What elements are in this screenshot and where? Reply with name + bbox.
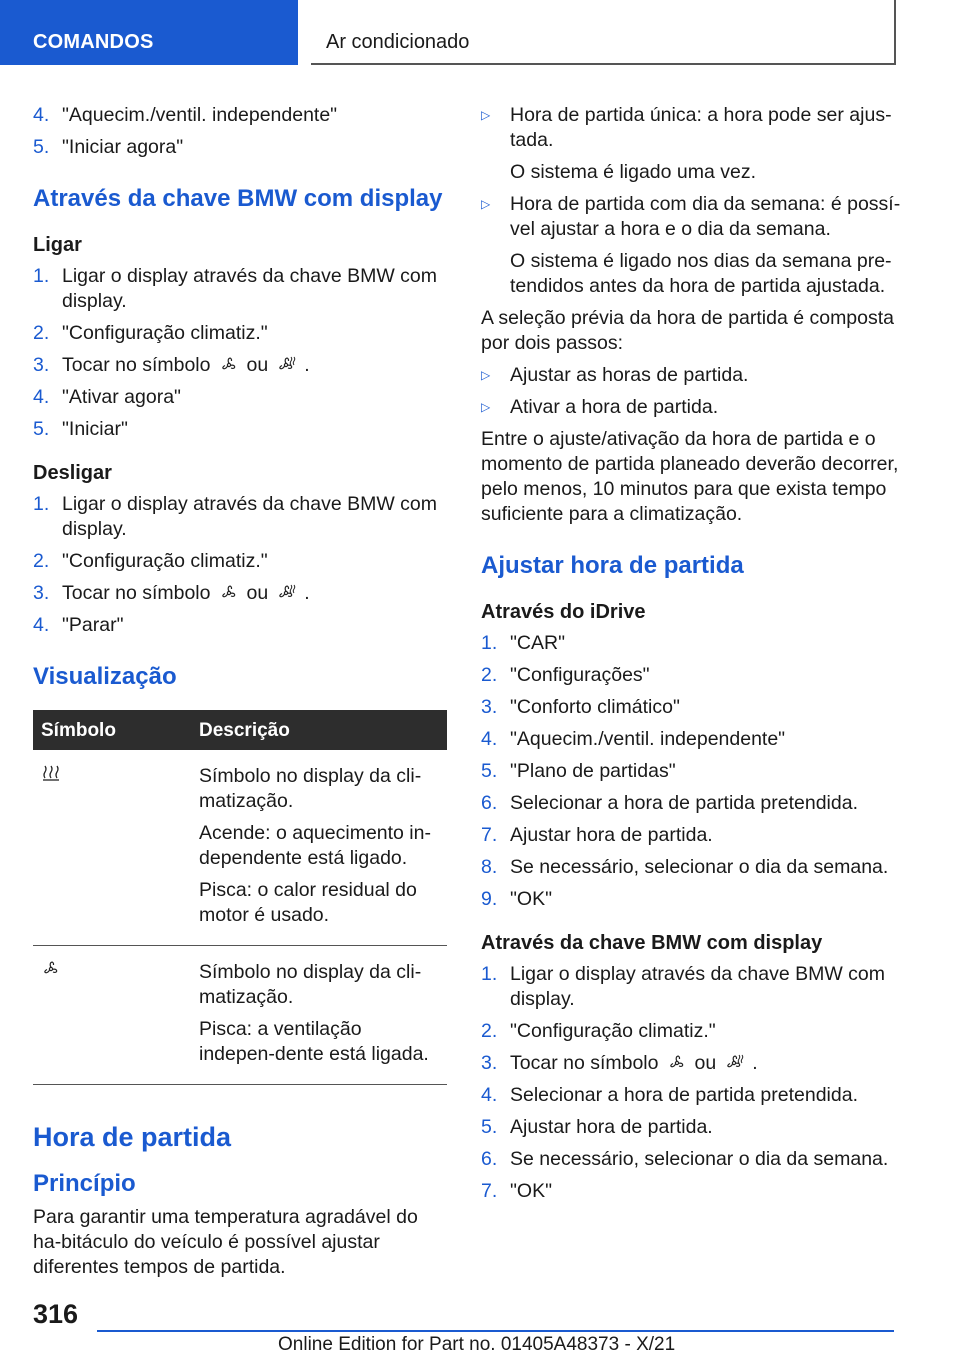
list-item: 5. "Plano de partidas" bbox=[481, 760, 676, 782]
heading-key-display: Através da chave BMW com display bbox=[33, 185, 443, 212]
bullet-item: ▷ Hora de partida única: a hora pode ser ajus-tada. bbox=[481, 104, 892, 151]
subheading-desligar: Desligar bbox=[33, 462, 112, 484]
list-item: 4. "Aquecim./ventil. independente" bbox=[481, 728, 786, 750]
list-item: 6. Se necessário, selecionar o dia da semana. bbox=[481, 1148, 889, 1170]
fan-icon bbox=[219, 584, 239, 602]
heading-hora-partida: Hora de partida bbox=[33, 1122, 232, 1152]
fan-heat-icon bbox=[276, 584, 296, 602]
fan-icon bbox=[219, 356, 239, 374]
table-header: Símbolo bbox=[33, 710, 191, 750]
table-header: Descrição bbox=[191, 710, 447, 750]
list-item: 4. "Aquecim./ventil. independente" bbox=[33, 104, 338, 126]
paragraph: A seleção prévia da hora de partida é composta por dois passos: bbox=[481, 307, 895, 354]
bullet-item: ▷ Hora de partida com dia da semana: é possí-vel ajustar a hora e o dia da semana. bbox=[481, 193, 901, 240]
bullet-subtext: O sistema é ligado uma vez. bbox=[510, 161, 757, 183]
list-item: 1. Ligar o display através da chave BMW com display. bbox=[481, 963, 885, 1010]
left-column bbox=[33, 103, 447, 1287]
list-item: 2. "Configuração climatiz." bbox=[33, 322, 268, 344]
list-item: 2. "Configuração climatiz." bbox=[481, 1020, 716, 1042]
footer-divider bbox=[97, 1330, 894, 1332]
list-item: 9. "OK" bbox=[481, 888, 553, 910]
fan-icon bbox=[41, 960, 61, 978]
list-item: 3. "Conforto climático" bbox=[481, 696, 680, 718]
bullet-subtext: O sistema é ligado nos dias da semana pre-tendidos antes da hora de partida ajustada. bbox=[510, 250, 892, 297]
right-column bbox=[481, 103, 901, 1211]
list-item: 4. "Ativar agora" bbox=[33, 386, 181, 408]
paragraph: Entre o ajuste/ativação da hora de partida e o momento de partida planeado deverão decorrer, pelo menos, 10 minutos para que exista tempo suficiente para a climatização. bbox=[481, 428, 899, 525]
fan-heat-icon bbox=[724, 1054, 744, 1072]
page-number: 316 bbox=[33, 1299, 79, 1329]
list-item: 5. "Iniciar agora" bbox=[33, 136, 184, 158]
list-item: 1. Ligar o display através da chave BMW com display. bbox=[33, 265, 437, 312]
list-item: 4. "Parar" bbox=[33, 614, 124, 636]
list-item: 1. Ligar o display através da chave BMW com display. bbox=[33, 493, 437, 540]
list-item: 5. Ajustar hora de partida. bbox=[481, 1116, 713, 1138]
list-item: 8. Se necessário, selecionar o dia da semana. bbox=[481, 856, 889, 878]
subheading-key-display: Através da chave BMW com display bbox=[481, 932, 823, 954]
list-item: 2. "Configurações" bbox=[481, 664, 650, 686]
table-row: Símbolo no display da cli-matização. Pisca: a ventilação indepen-dente está ligada. bbox=[33, 946, 447, 1085]
list-item: 3. Tocar no símbolo ou . bbox=[33, 582, 310, 604]
bullet-item: ▷ Ajustar as horas de partida. bbox=[481, 364, 749, 386]
list-item: 1. "CAR" bbox=[481, 632, 566, 654]
symbol-table bbox=[33, 710, 447, 1085]
bullet-item: ▷ Ativar a hora de partida. bbox=[481, 396, 719, 418]
fan-heat-icon bbox=[276, 356, 296, 374]
list-item: 4. Selecionar a hora de partida pretendida. bbox=[481, 1084, 858, 1106]
list-item: 7. Ajustar hora de partida. bbox=[481, 824, 713, 846]
heading-principio: Princípio bbox=[33, 1170, 136, 1197]
heading-ajustar-hora: Ajustar hora de partida bbox=[481, 552, 744, 579]
paragraph: Para garantir uma temperatura agradável do ha-bitáculo do veículo é possível ajustar diferentes tempos de partida. bbox=[33, 1206, 418, 1278]
list-item: 2. "Configuração climatiz." bbox=[33, 550, 268, 572]
subheading-idrive: Através do iDrive bbox=[481, 601, 646, 623]
heat-waves-icon bbox=[41, 764, 61, 782]
list-item: 3. Tocar no símbolo ou . bbox=[481, 1052, 758, 1074]
header-chapter: Ar condicionado bbox=[311, 0, 896, 65]
heading-visualizacao: Visualização bbox=[33, 663, 177, 690]
fan-icon bbox=[667, 1054, 687, 1072]
list-item: 6. Selecionar a hora de partida pretendida. bbox=[481, 792, 858, 814]
table-row: Símbolo no display da cli-matização. Acende: o aquecimento in-dependente está ligado. Pisca: o calor residual do motor é usado. bbox=[33, 750, 447, 946]
list-item: 7. "OK" bbox=[481, 1180, 553, 1202]
subheading-ligar: Ligar bbox=[33, 234, 82, 256]
list-item: 5. "Iniciar" bbox=[33, 418, 128, 440]
footer-edition: Online Edition for Part no. 01405A48373 - X/21 bbox=[278, 1334, 676, 1355]
list-item: 3. Tocar no símbolo ou . bbox=[33, 354, 310, 376]
header-section: COMANDOS bbox=[0, 0, 298, 65]
